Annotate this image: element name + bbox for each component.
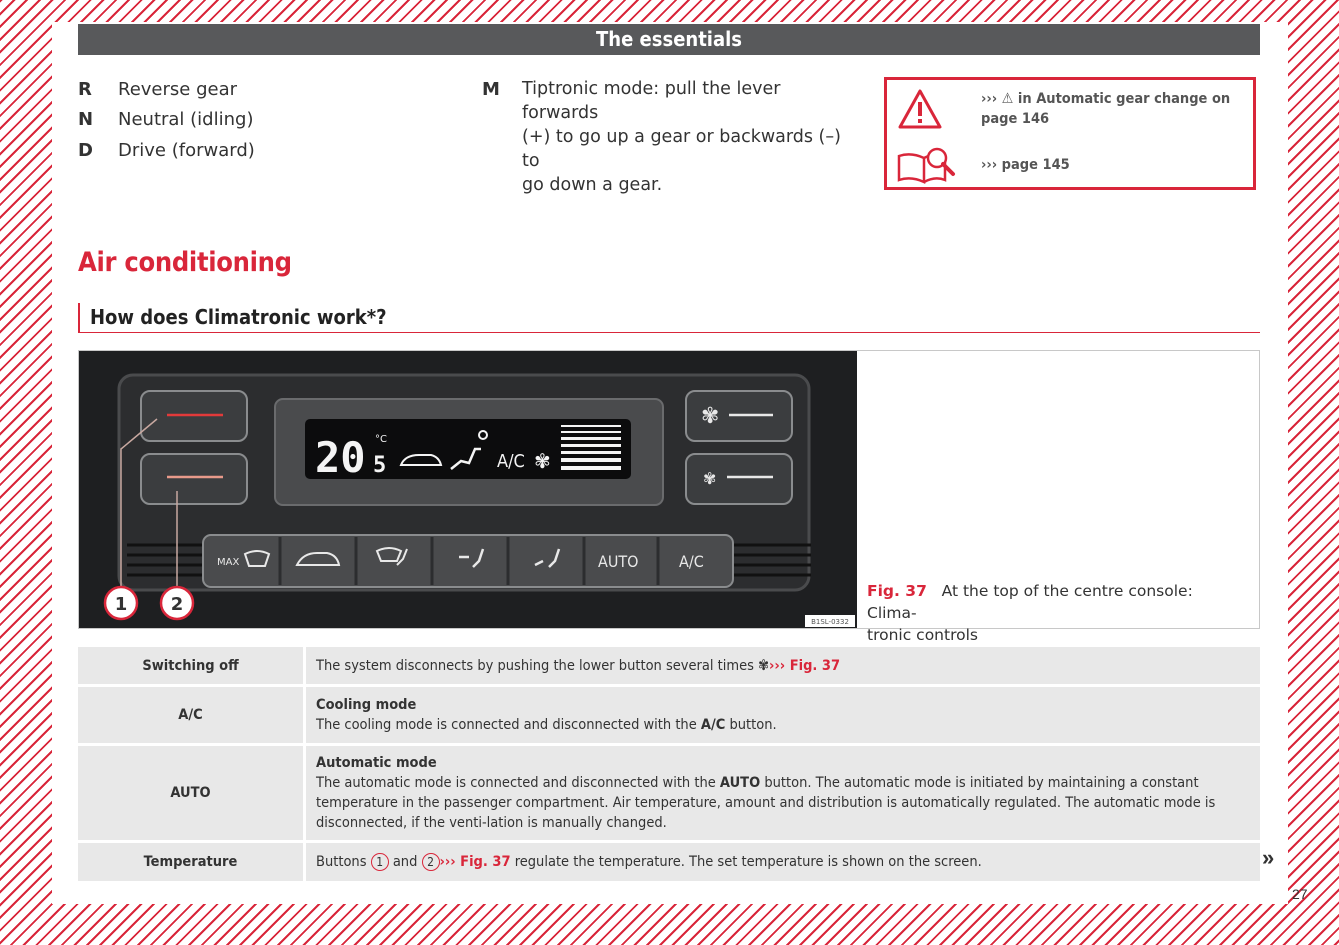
book-ref-link[interactable]: ››› page 145 xyxy=(981,157,1070,173)
display-unit: °C xyxy=(375,434,387,445)
gear-label: Drive (forward) xyxy=(118,140,255,161)
fan-down-button xyxy=(686,454,792,504)
warning-triangle-icon xyxy=(897,88,943,130)
row-title: Cooling mode xyxy=(316,697,417,713)
row-label: Temperature xyxy=(78,843,306,881)
page-header: The essentials xyxy=(78,24,1260,55)
table-row xyxy=(78,647,1260,684)
fan-large-icon: ✾ xyxy=(701,404,720,429)
callout-ref-1: 1 xyxy=(371,853,389,871)
figure-code: B1SL-0332 xyxy=(811,618,849,626)
table-row xyxy=(78,687,1260,743)
gear-key: R xyxy=(78,79,92,100)
display-temperature: 20 xyxy=(315,433,366,482)
row-description xyxy=(306,647,1260,684)
gear-key: D xyxy=(78,140,93,161)
figure-label: Fig. 37 xyxy=(867,582,927,600)
table-row xyxy=(78,843,1260,881)
row-description xyxy=(306,687,1260,743)
page-number: 27 xyxy=(1292,886,1308,902)
warning-ref-page: page 146 xyxy=(981,111,1050,127)
row-label: A/C xyxy=(78,687,306,743)
row-label: AUTO xyxy=(78,746,306,840)
fan-small-icon: ✾ xyxy=(703,469,717,488)
gear-item xyxy=(78,79,318,103)
warning-ref-line[interactable]: ››› ⚠ in Automatic gear change on xyxy=(981,91,1231,107)
page xyxy=(52,22,1308,904)
callout-2-label: 2 xyxy=(170,594,184,615)
row-text: and xyxy=(392,854,418,870)
gear-key: N xyxy=(78,109,94,130)
callout-1-label: 1 xyxy=(114,594,128,615)
ac-button-label: A/C xyxy=(679,552,704,571)
fan-icon: ✾ xyxy=(758,657,770,674)
subsection-title: How does Climatronic work*? xyxy=(90,305,387,329)
caption-line: At the top of the centre console: Clima- xyxy=(867,582,1193,622)
gear-list xyxy=(78,79,318,169)
tiptronic-key: M xyxy=(482,79,500,100)
row-text: regulate the temperature. The set temperature is shown on the screen. xyxy=(514,854,982,870)
gear-label: Reverse gear xyxy=(118,79,238,100)
figure-link[interactable]: ››› Fig. 37 xyxy=(439,854,511,870)
row-text: Buttons xyxy=(316,854,367,870)
fan-icon: ✾ xyxy=(534,449,551,473)
tiptronic-text xyxy=(522,77,862,197)
figure-caption xyxy=(867,580,1247,646)
climatronic-panel-figure xyxy=(79,351,857,628)
row-text: button. xyxy=(729,717,777,733)
tiptronic-line: (+) to go up a gear or backwards (–) to xyxy=(522,127,841,171)
tiptronic-line: Tiptronic mode: pull the lever forwards xyxy=(522,79,781,123)
row-text: The cooling mode is connected and disconnected with the xyxy=(316,717,697,733)
subsection-heading xyxy=(78,303,1260,333)
row-text: The automatic mode is connected and disconnected with the xyxy=(316,775,716,791)
info-table xyxy=(78,644,1260,884)
button-ref: AUTO xyxy=(719,775,761,791)
gear-label: Neutral (idling) xyxy=(118,109,254,130)
temp-down-button xyxy=(141,454,247,504)
row-description xyxy=(306,843,1260,881)
warning-box xyxy=(884,77,1256,190)
row-title: Automatic mode xyxy=(316,755,437,771)
tiptronic-line: go down a gear. xyxy=(522,175,663,195)
row-text: button. The automatic mode is initiated by maintaining a constant temperature in the passenger compartment. Air temperature, amount and distribution is automatically regulated. The automatic mode is disconnected, if the venti-lation is manually changed. xyxy=(316,775,1216,831)
caption-line: tronic controls xyxy=(867,626,978,644)
button-ref: A/C xyxy=(700,717,726,733)
warning-ref-text xyxy=(981,89,1230,129)
auto-button-label: AUTO xyxy=(598,552,639,571)
gear-item xyxy=(78,140,318,164)
continue-marker: » xyxy=(1262,845,1275,870)
figure-link[interactable]: ››› Fig. 37 xyxy=(769,657,841,674)
row-text: The system disconnects by pushing the lower button several times xyxy=(316,657,754,674)
callout-ref-2: 2 xyxy=(422,853,440,871)
gear-item xyxy=(78,109,318,133)
display-ac: A/C xyxy=(497,451,525,472)
row-label: Switching off xyxy=(78,647,306,684)
display-temperature-decimal: 5 xyxy=(373,453,387,478)
book-magnifier-icon xyxy=(895,146,957,186)
section-title: Air conditioning xyxy=(78,247,292,278)
table-row xyxy=(78,746,1260,840)
figure-frame xyxy=(78,350,1260,644)
function-button-row xyxy=(203,535,733,587)
row-description xyxy=(306,746,1260,840)
max-button-label: MAX xyxy=(217,557,240,568)
